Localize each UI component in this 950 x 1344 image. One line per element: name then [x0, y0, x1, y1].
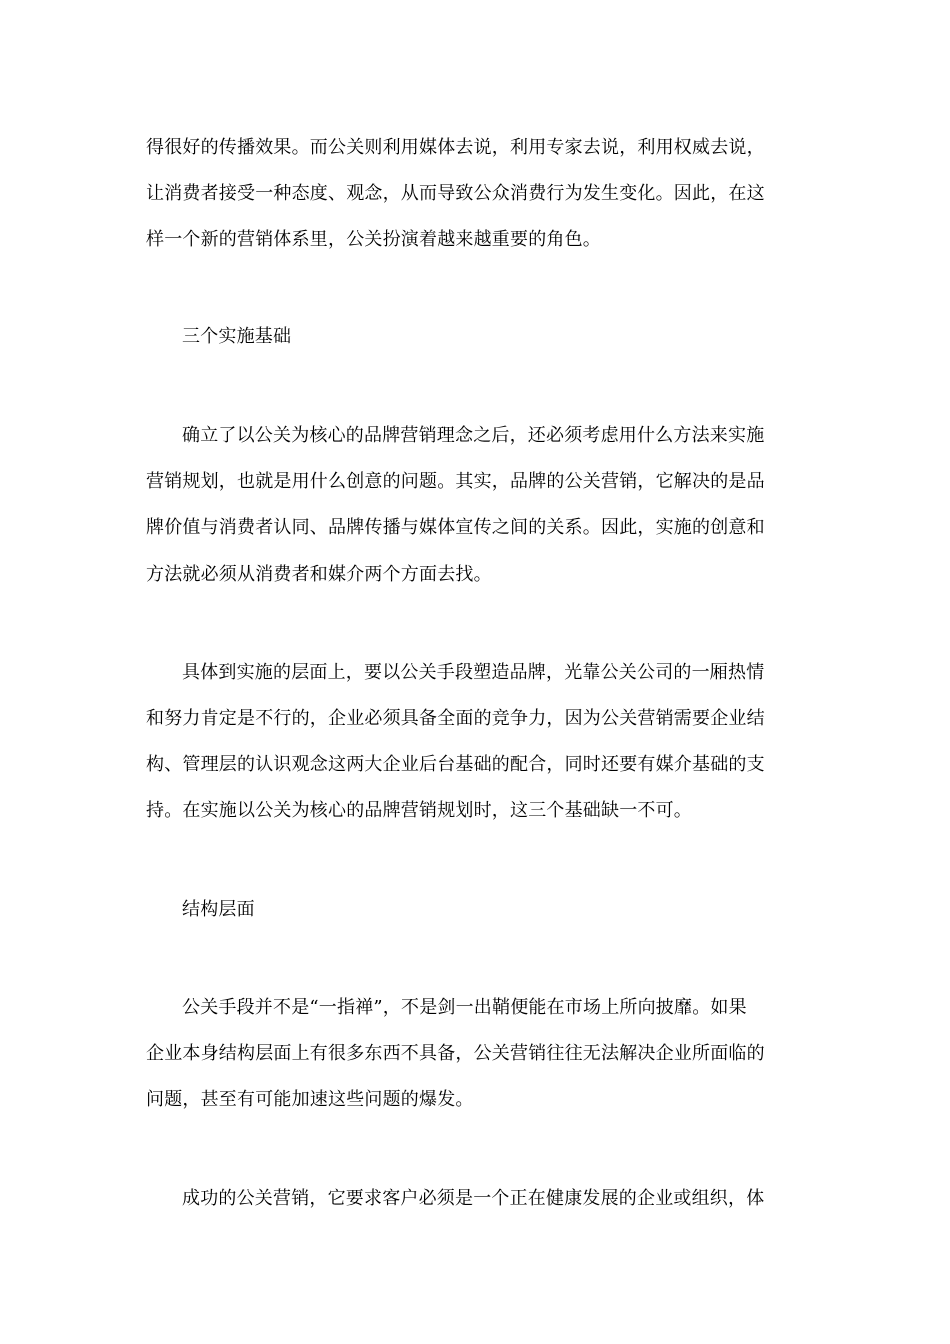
section-heading: 结构层面 [182, 899, 255, 920]
paragraph-line: 构、管理层的认识观念这两大企业后台基础的配合，同时还要有媒介基础的支 [146, 754, 765, 775]
paragraph-line: 具体到实施的层面上，要以公关手段塑造品牌，光靠公关公司的一厢热情 [182, 662, 765, 683]
paragraph-line: 问题，甚至有可能加速这些问题的爆发。 [146, 1089, 474, 1110]
paragraph-line: 和努力肯定是不行的，企业必须具备全面的竞争力，因为公关营销需要企业结 [146, 708, 765, 729]
paragraph-line: 确立了以公关为核心的品牌营销理念之后，还必须考虑用什么方法来实施 [182, 425, 765, 446]
section-heading: 三个实施基础 [182, 326, 292, 347]
paragraph-line: 企业本身结构层面上有很多东西不具备，公关营销往往无法解决企业所面临的 [146, 1043, 765, 1064]
paragraph-line: 牌价值与消费者认同、品牌传播与媒体宣传之间的关系。因此，实施的创意和 [146, 517, 765, 538]
paragraph-line: 公关手段并不是“一指禅”，不是剑一出鞘便能在市场上所向披靡。如果 [182, 997, 747, 1018]
paragraph-line: 成功的公关营销，它要求客户必须是一个正在健康发展的企业或组织，体 [182, 1188, 765, 1209]
paragraph-line: 得很好的传播效果。而公关则利用媒体去说，利用专家去说，利用权威去说， [146, 137, 765, 158]
paragraph-line: 方法就必须从消费者和媒介两个方面去找。 [146, 564, 492, 585]
paragraph-line: 让消费者接受一种态度、观念，从而导致公众消费行为发生变化。因此，在这 [146, 183, 765, 204]
paragraph-line: 样一个新的营销体系里，公关扮演着越来越重要的角色。 [146, 229, 601, 250]
paragraph-line: 持。在实施以公关为核心的品牌营销规划时，这三个基础缺一不可。 [146, 800, 692, 821]
paragraph-line: 营销规划，也就是用什么创意的问题。其实，品牌的公关营销，它解决的是品 [146, 471, 765, 492]
